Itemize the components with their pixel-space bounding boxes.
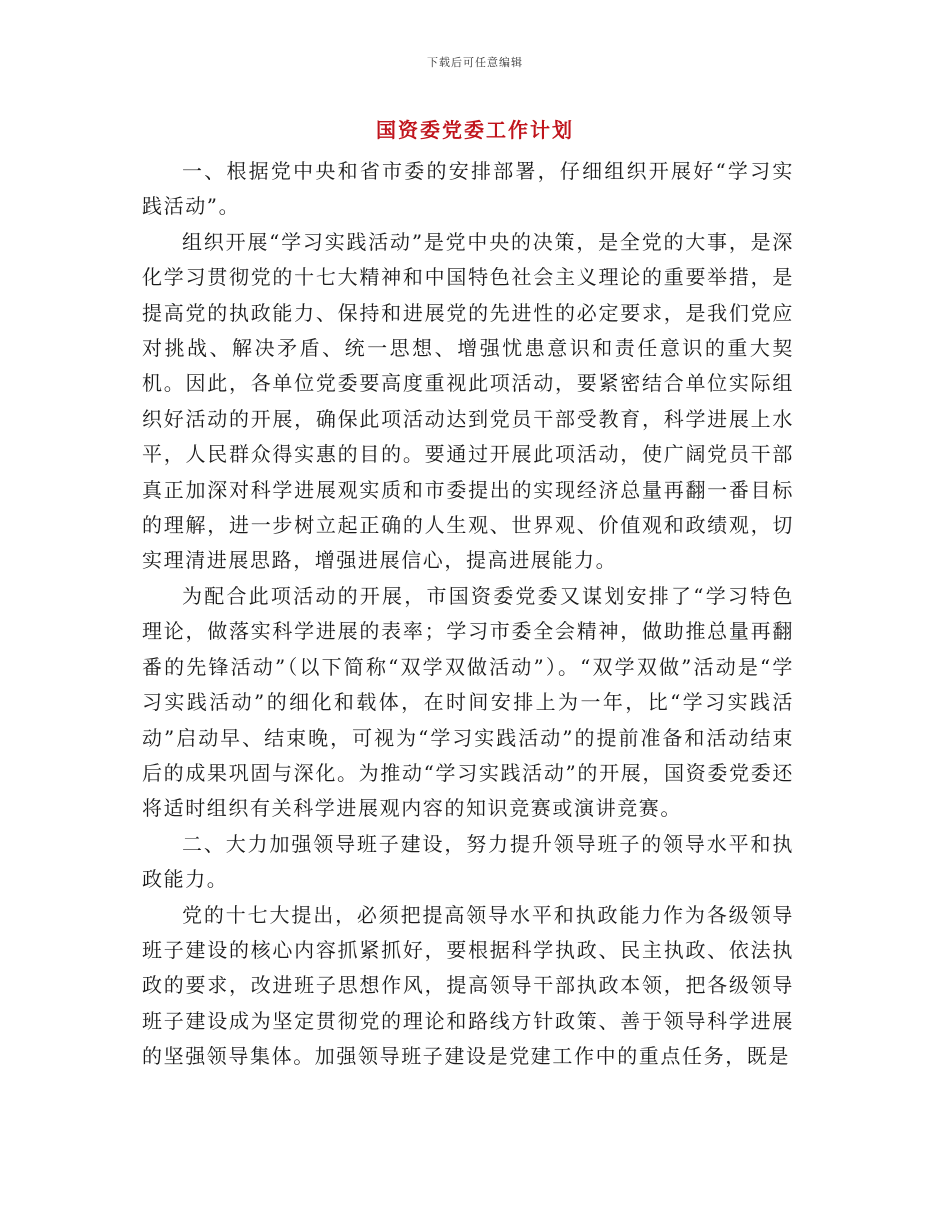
paragraph: 党的十七大提出，必须把提高领导水平和执政能力作为各级领导班子建设的核心内容抓紧抓好，要根据科学执政、民主执政、依法执政的要求，改进班子思想作风，提高领导干部执政本领，把各级领导班子建设成为坚定贯彻党的理论和路线方针政策、善于领导科学进展的坚强领导集体。加强领导班子建设是党建工作中的重点任务，既是 bbox=[142, 902, 794, 1069]
document-body bbox=[142, 154, 794, 1075]
paragraph-section-one-heading: 一、根据党中央和省市委的安排部署，仔细组织开展好“学习实践活动”。 bbox=[142, 159, 794, 219]
paragraph: 组织开展“学习实践活动”是党中央的决策，是全党的大事，是深化学习贯彻党的十七大精神和中国特色社会主义理论的重要举措，是提高党的执政能力、保持和进展党的先进性的必定要求，是我们党应对挑战、解决矛盾、统一思想、增强忧患意识和责任意识的重大契机。因此，各单位党委要高度重视此项活动，要紧密结合单位实际组织好活动的开展，确保此项活动达到党员干部受教育，科学进展上水平，人民群众得实惠的目的。要通过开展此项活动，使广阔党员干部真正加深对科学进展观实质和市委提出的实现经济总量再翻一番目标的理解，进一步树立起正确的人生观、世界观、价值观和政绩观，切实理清进展思路，增强进展信心，提高进展能力。 bbox=[142, 229, 794, 573]
document-title: 国资委党委工作计划 bbox=[376, 118, 574, 142]
paragraph: 为配合此项活动的开展，市国资委党委又谋划安排了“学习特色理论，做落实科学进展的表率；学习市委全会精神，做助推总量再翻番的先锋活动”（以下简称“双学双做活动”）。“双学双做”活动是“学习实践活动”的细化和载体，在时间安排上为一年，比“学习实践活动”启动早、结束晚，可视为“学习实践活动”的提前准备和活动结束后的成果巩固与深化。为推动“学习实践活动”的开展，国资委党委还将适时组织有关科学进展观内容的知识竞赛或演讲竞赛。 bbox=[142, 583, 794, 821]
header-note: 下载后可任意编辑 bbox=[427, 56, 523, 69]
paragraph-section-two-heading: 二、大力加强领导班子建设，努力提升领导班子的领导水平和执政能力。 bbox=[142, 831, 794, 892]
